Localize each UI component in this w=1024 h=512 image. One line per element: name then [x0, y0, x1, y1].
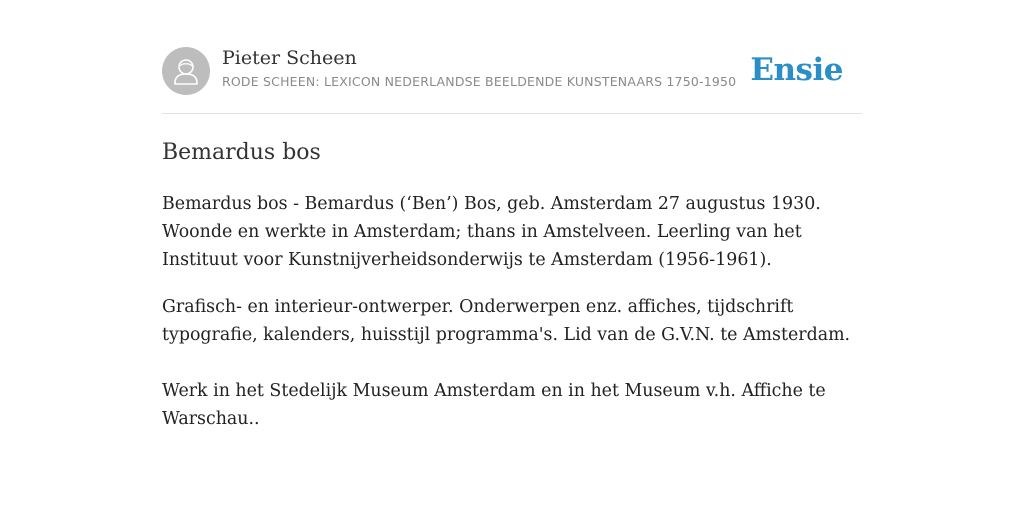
paragraph-line: Bemardus bos - Bemardus (‘Ben’) Bos, geb. Amsterdam 27 augustus 1930. — [162, 194, 821, 214]
entry-title: Bemardus bos — [162, 140, 321, 165]
user-icon — [162, 47, 210, 95]
paragraph — [162, 190, 852, 274]
entry-header — [162, 46, 862, 114]
paragraph-line: Grafisch- en interieur-ontwerper. Onderwerpen enz. affiches, tijdschrift — [162, 297, 794, 317]
entry-card — [162, 0, 862, 512]
source-title[interactable]: RODE SCHEEN: LEXICON NEDERLANDSE BEELDENDE KUNSTENAARS 1750-1950 — [222, 74, 737, 89]
paragraph-line: typografie, kalenders, huisstijl programma's. Lid van de G.V.N. te Amsterdam. — [162, 325, 851, 345]
author-avatar[interactable] — [162, 47, 210, 95]
author-name[interactable]: Pieter Scheen — [222, 47, 357, 69]
paragraph-line: Instituut voor Kunstnijverheidsonderwijs te Amsterdam (1956-1961). — [162, 250, 772, 270]
paragraph-line: Warschau.. — [162, 409, 260, 429]
paragraph — [162, 377, 852, 433]
paragraph — [162, 293, 852, 349]
entry-body — [162, 190, 852, 433]
paragraph-line: Woonde en werkte in Amsterdam; thans in Amstelveen. Leerling van het — [162, 222, 802, 242]
header-divider — [162, 113, 862, 114]
brand-logo[interactable]: Ensie — [750, 52, 843, 88]
paragraph-line: Werk in het Stedelijk Museum Amsterdam en in het Museum v.h. Affiche te — [162, 381, 826, 401]
